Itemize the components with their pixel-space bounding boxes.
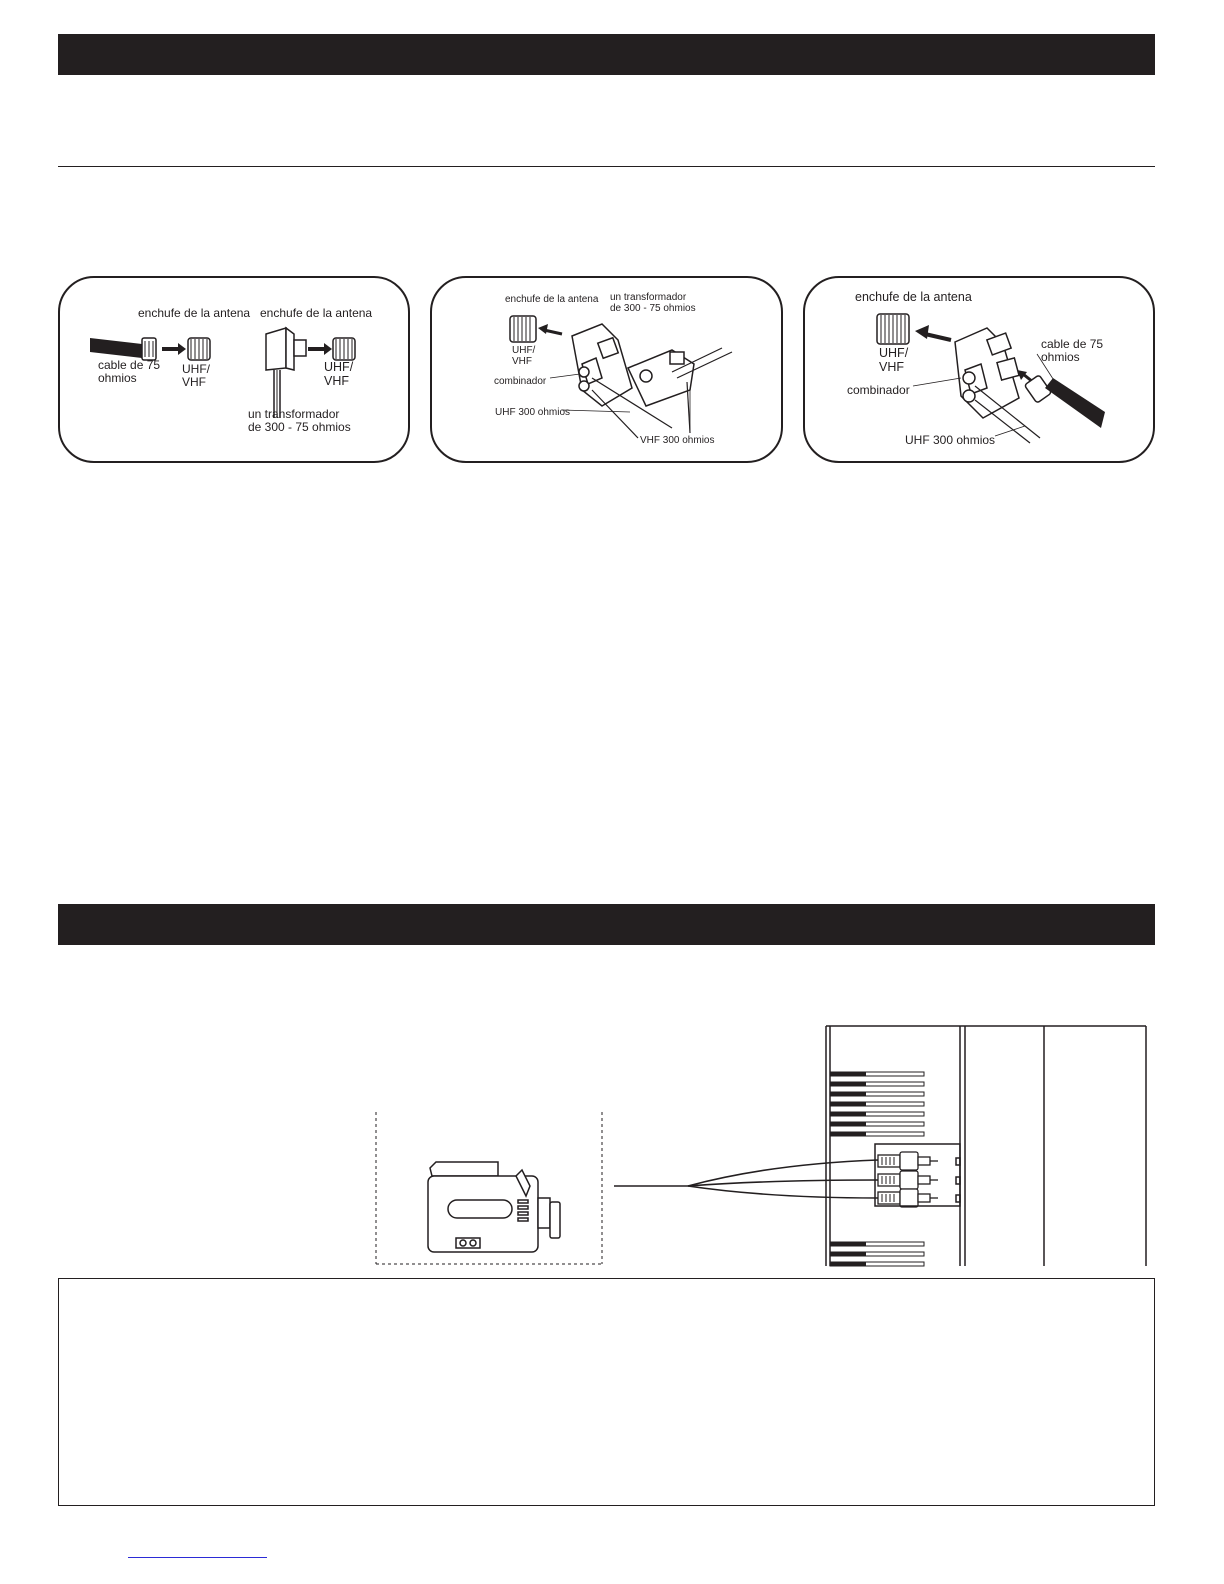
- antenna-panel-combiner-cable: [803, 276, 1155, 463]
- label-transformer: un transformador de 300 - 75 ohmios: [248, 407, 351, 434]
- coax-cable-icon: [90, 338, 142, 358]
- footer-link[interactable]: [128, 1557, 267, 1558]
- transformer-300-75-icon: [266, 328, 306, 418]
- label-uhf-vhf: UHF/ VHF: [324, 360, 354, 388]
- label-antenna-plug: enchufe de la antena: [505, 294, 599, 305]
- rca-plug-icon: [878, 1152, 938, 1207]
- label-transformer: un transformador de 300 - 75 ohmios: [610, 292, 696, 314]
- label-vhf-300: VHF 300 ohmios: [640, 435, 715, 446]
- combiner-icon: [572, 324, 632, 406]
- antenna-panel-direct: [58, 276, 410, 463]
- section-header-bar-top: [58, 34, 1155, 75]
- label-cable-75: cable de 75 ohmios: [98, 358, 161, 385]
- label-uhf-300: UHF 300 ohmios: [905, 433, 996, 447]
- label-uhf-vhf: UHF/ VHF: [182, 362, 210, 389]
- note-box: [58, 1278, 1155, 1506]
- label-uhf-vhf: UHF/ VHF: [879, 346, 909, 374]
- section-header-bar-av: [58, 904, 1155, 945]
- transformer-300-75-icon: [628, 350, 694, 406]
- coax-cable-icon: [1024, 375, 1105, 428]
- label-uhf-vhf: UHF/ VHF: [512, 345, 536, 367]
- label-antenna-plug: enchufe de la antena: [260, 306, 373, 320]
- antenna-panel-transformer-combiner: [430, 276, 783, 463]
- label-antenna-plug: enchufe de la antena: [138, 306, 251, 320]
- label-uhf-300: UHF 300 ohmios: [495, 407, 571, 418]
- section-divider: [58, 166, 1155, 167]
- label-combiner: combinador: [494, 376, 547, 387]
- camcorder-connection-art: [370, 1020, 1160, 1270]
- label-combiner: combinador: [847, 383, 910, 397]
- antenna-panel-b-art: [432, 278, 783, 463]
- tv-rear-panel-icon: [826, 1026, 1146, 1266]
- label-antenna-plug: enchufe de la antena: [855, 290, 972, 304]
- arrow-left-icon: [544, 330, 562, 334]
- camcorder-icon: [428, 1162, 560, 1252]
- arrow-left-icon: [925, 334, 951, 340]
- camcorder-connection-diagram: [370, 1020, 1160, 1270]
- label-cable-75: cable de 75 ohmios: [1041, 337, 1104, 364]
